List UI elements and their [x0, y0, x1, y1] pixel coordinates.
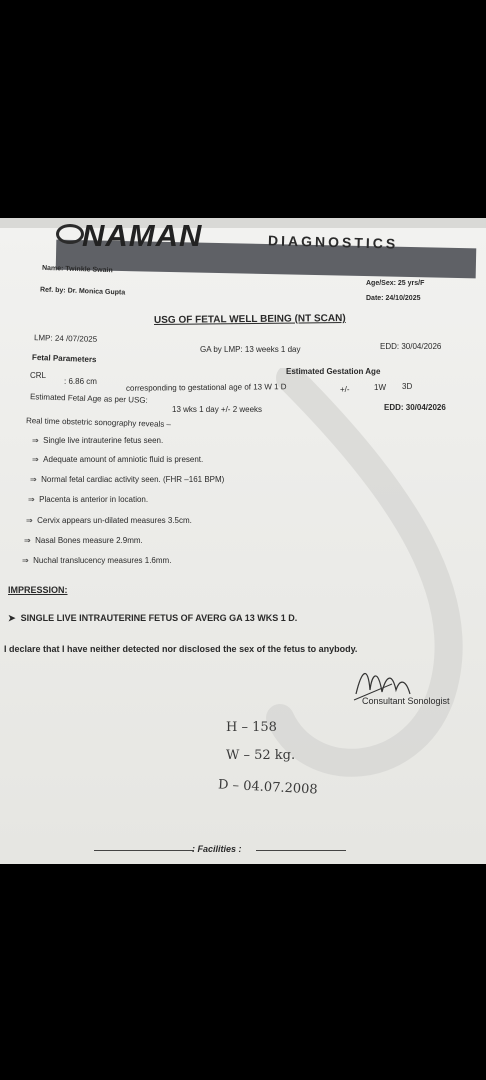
- arrow-icon: ⇒: [28, 495, 35, 504]
- arrow-icon: ⇒: [32, 436, 39, 445]
- report-page: [0, 218, 486, 864]
- arrow-icon: ⇒: [24, 536, 31, 545]
- arrow-icon: ⇒: [26, 516, 33, 525]
- crl-label: CRL: [30, 371, 47, 380]
- impression-heading: IMPRESSION:: [8, 585, 68, 595]
- handwritten-date: D – 04.07.2008: [217, 777, 318, 798]
- estimated-gestation-age-heading: Estimated Gestation Age: [286, 367, 381, 376]
- list-item: ⇒ Nuchal translucency measures 1.6mm.: [22, 556, 172, 565]
- estimated-fetal-age-label: Estimated Fetal Age as per USG:: [29, 392, 148, 405]
- impression-text: SINGLE LIVE INTRAUTERINE FETUS OF AVERG GA 13 WKS 1 D.: [20, 613, 298, 623]
- logo-subtitle: DIAGNOSTICS: [267, 232, 399, 252]
- logo-text: NAMAN: [82, 218, 203, 253]
- plus-minus: +/-: [340, 385, 350, 394]
- impression-line: [8, 613, 297, 624]
- footer-line-left: [94, 850, 194, 851]
- patient-name: Name: Twinkle Swain: [41, 264, 113, 275]
- impression-bullet-icon: ➤: [8, 613, 16, 623]
- report-title: USG OF FETAL WELL BEING (NT SCAN): [153, 312, 346, 327]
- logo-icon: [56, 224, 84, 244]
- variance-weeks: 1W: [374, 383, 386, 392]
- list-item: ⇒ Single live intrauterine fetus seen.: [32, 436, 164, 445]
- fetal-parameters-heading: Fetal Parameters: [31, 352, 97, 365]
- list-item: ⇒ Adequate amount of amniotic fluid is present.: [32, 455, 204, 464]
- crl-value: : 6.86 cm: [64, 377, 97, 386]
- declaration: I declare that I have neither detected nor disclosed the sex of the fetus to anybody.: [4, 644, 358, 654]
- arrow-icon: ⇒: [30, 475, 37, 484]
- handwritten-weight: W – 52 kg.: [226, 748, 296, 763]
- list-item: ⇒ Placenta is anterior in location.: [28, 495, 149, 504]
- crl-corresponding-age: corresponding to gestational age of 13 W 1 D: [125, 382, 287, 393]
- edd-top: EDD: 30/04/2026: [380, 342, 442, 351]
- age-sex: Age/Sex: 25 yrs/F: [366, 280, 425, 287]
- variance-days: 3D: [402, 382, 413, 391]
- footer-line-right: [256, 850, 346, 851]
- signatory: Consultant Sonologist: [362, 696, 450, 706]
- report-date: Date: 24/10/2025: [366, 295, 421, 302]
- referring-doctor: Ref. by: Dr. Monica Gupta: [39, 286, 126, 297]
- lmp: LMP: 24 /07/2025: [33, 333, 98, 344]
- edd-bottom: EDD: 30/04/2026: [384, 403, 446, 412]
- arrow-icon: ⇒: [22, 556, 29, 565]
- realtime-heading: Real time obstetric sonography reveals –: [25, 416, 172, 429]
- list-item: ⇒ Normal fetal cardiac activity seen. (FHR –161 BPM): [30, 475, 225, 484]
- watermark-drop: [250, 368, 480, 788]
- list-item: ⇒ Cervix appears un-dilated measures 3.5cm.: [26, 516, 192, 525]
- list-item: ⇒ Nasal Bones measure 2.9mm.: [24, 536, 143, 545]
- arrow-icon: ⇒: [32, 455, 39, 464]
- ga-by-lmp: GA by LMP: 13 weeks 1 day: [200, 345, 301, 354]
- estimated-fetal-age-value: 13 wks 1 day +/- 2 weeks: [172, 405, 263, 414]
- facilities-heading: : Facilities :: [192, 844, 242, 854]
- handwritten-height: H – 158: [226, 720, 277, 735]
